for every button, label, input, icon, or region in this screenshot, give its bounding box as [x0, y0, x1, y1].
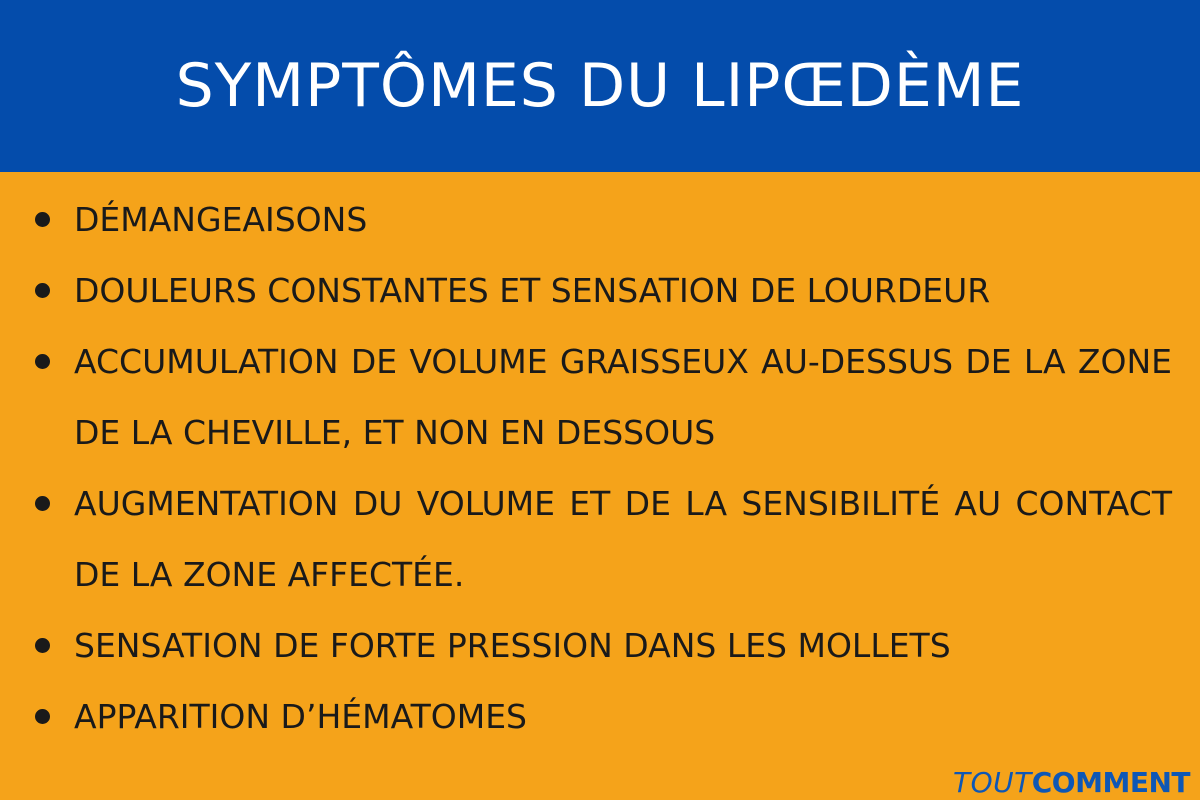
symptom-text: APPARITION D’HÉMATOMES	[74, 697, 527, 736]
bullet-icon	[35, 283, 50, 298]
symptom-text: SENSATION DE FORTE PRESSION DANS LES MOLLETS	[74, 626, 951, 665]
symptom-text: ACCUMULATION DE VOLUME GRAISSEUX AU-DESSUS DE LA ZONE DE LA CHEVILLE, ET NON EN DESSOUS	[74, 342, 1172, 452]
list-item	[0, 468, 1200, 610]
symptom-text: DOULEURS CONSTANTES ET SENSATION DE LOURDEUR	[74, 271, 991, 310]
list-item	[0, 255, 1200, 326]
bullet-icon	[35, 354, 50, 369]
bullet-icon	[35, 212, 50, 227]
symptom-text: AUGMENTATION DU VOLUME ET DE LA SENSIBILITÉ AU CONTACT DE LA ZONE AFFECTÉE.	[74, 484, 1172, 594]
toutcomment-logo	[953, 768, 1190, 798]
logo-text-comment: COMMENT	[1031, 766, 1190, 799]
list-item	[0, 326, 1200, 468]
page-title: SYMPTÔMES DU LIPŒDÈME	[175, 51, 1025, 121]
bullet-icon	[35, 709, 50, 724]
bullet-icon	[35, 496, 50, 511]
symptom-text: DÉMANGEAISONS	[74, 200, 368, 239]
title-banner	[0, 0, 1200, 172]
logo-text-tout: TOUT	[953, 766, 1032, 799]
list-item	[0, 681, 1200, 752]
list-item	[0, 184, 1200, 255]
list-item	[0, 610, 1200, 681]
symptom-list	[0, 184, 1200, 752]
bullet-icon	[35, 638, 50, 653]
